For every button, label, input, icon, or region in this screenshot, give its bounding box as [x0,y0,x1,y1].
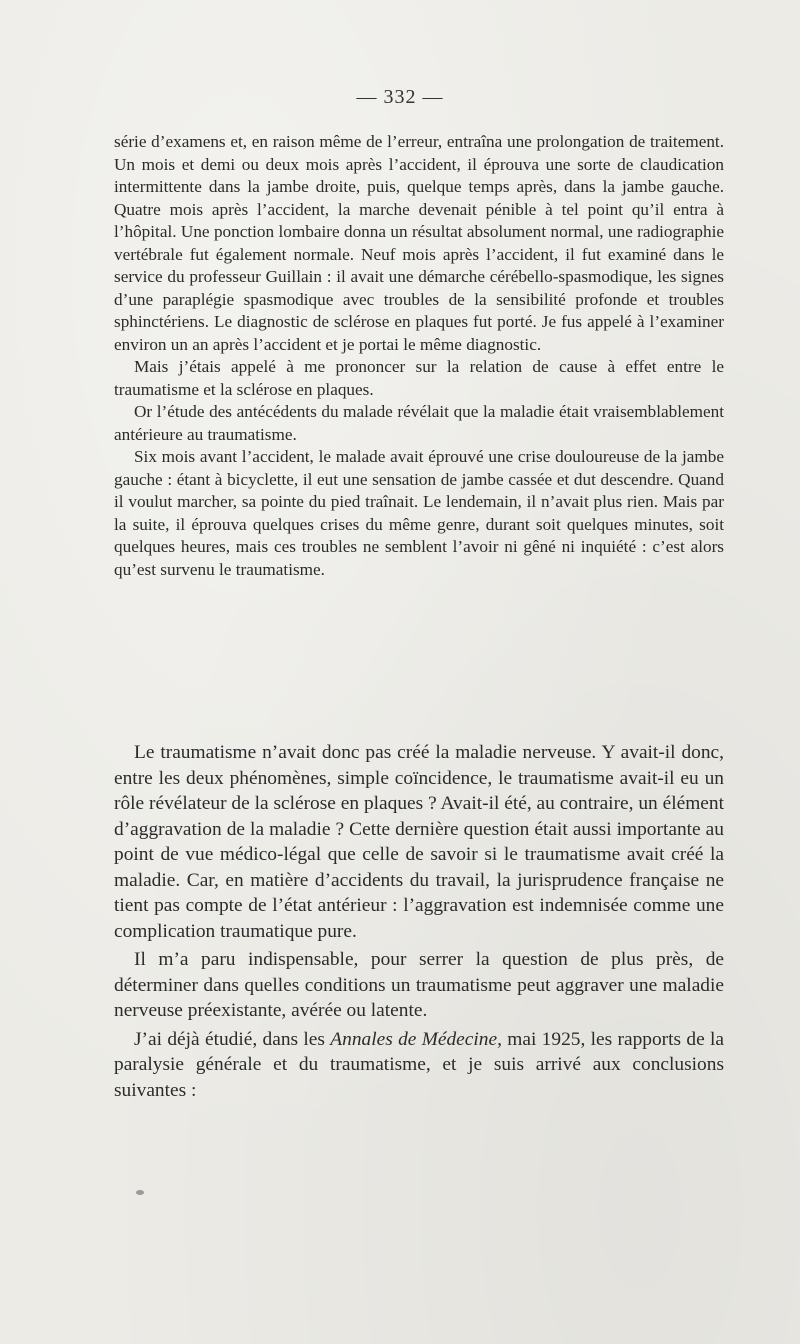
paragraph-prior-study [114,1027,724,1104]
paragraph-prior-crisis: Six mois avant l’accident, le malade avait éprouvé une crise douloureuse de la jambe gauche : étant à bicyclette, il eut une sensation de jambe cassée et dut descendre. Quand il voulut marcher, sa pointe du pied traînait. Le lendemain, il n’avait plus rien. Mais par la suite, il éprouva quelques crises du même genre, durant soit quelques minutes, soit quelques heures, mais ces troubles ne semblent l’avoir ni gêné ni inquiété : c’est alors qu’est survenu le traumatisme. [114,447,724,579]
paragraph-method: Il m’a paru indispensable, pour serrer la question de plus près, de déterminer dans quelles conditions un traumatisme peut aggraver une maladie nerveuse préexistante, avérée ou latente. [114,949,724,1021]
journal-title: Annales de Médecine, [330,1028,502,1050]
paragraph-antecedents: Or l’étude des antécédents du malade révélait que la maladie était vraisemblablement antérieure au traumatisme. [114,402,724,444]
paragraph-discussion: Le traumatisme n’avait donc pas créé la maladie nerveuse. Y avait-il donc, entre les deux phénomènes, simple coïncidence, le traumatisme avait-il eu un rôle révélateur de la sclérose en plaques ? Avait-il été, au contraire, un élément d’aggravation de la maladie ? Cette dernière question était aussi importante au point de vue médico-légal que celle de savoir si le traumatisme avait créé la maladie. Car, en matière d’accidents du travail, la jurisprudence française ne tient pas compte de l’état antérieur : l’aggravation est indemnisée comme une complication traumatique pure. [114,742,724,942]
paragraph-case-history: série d’examens et, en raison même de l’erreur, entraîna une prolongation de traitement. Un mois et demi ou deux mois après l’accident, il éprouva une sorte de claudication intermittente dans la jambe droite, puis, quelque temps après, dans la jambe gauche. Quatre mois après l’accident, la marche devenait pénible à tel point qu’il entra à l’hôpital. Une ponction lombaire donna un résultat absolument normal, une radiographie vertébrale fut également normale. Neuf mois après l’accident, il fut examiné dans le service du professeur Guillain : il avait une démarche cérébello-spasmodique, les signes d’une paraplégie spasmodique avec troubles de la sensibilité profonde et troubles sphinctériens. Le diagnostic de sclérose en plaques fut porté. Je fus appelé à l’examiner environ un an après l’accident et je portai le même diagnostic. [114,132,724,354]
ink-speck [136,1190,144,1195]
prior-study-intro: J’ai déjà étudié, dans les [134,1028,331,1050]
discussion-text [114,740,724,1106]
case-report-text [114,131,724,581]
page-number: — 332 — [356,86,444,108]
paragraph-relation-question: Mais j’étais appelé à me prononcer sur la relation de cause à effet entre le traumatisme et la sclérose en plaques. [114,357,724,399]
prior-study-conclusion: mai 1925, les rapports de la paralysie générale et du traumatisme, et je suis arrivé aux conclusions suivantes : [114,1028,725,1101]
